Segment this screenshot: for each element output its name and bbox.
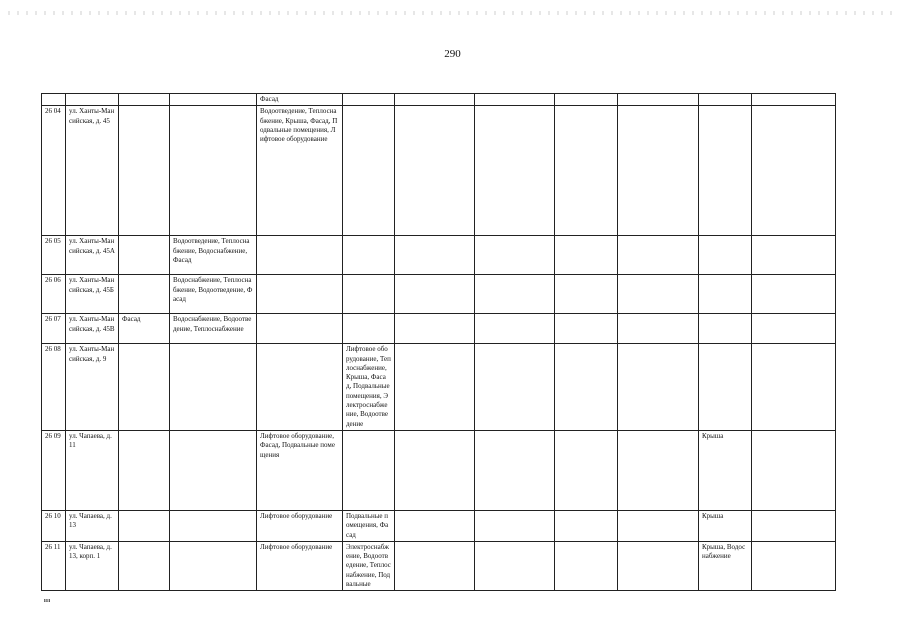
work-cell bbox=[119, 106, 170, 236]
work-cell bbox=[618, 430, 699, 510]
work-cell: Крыша bbox=[699, 430, 752, 510]
work-cell bbox=[119, 510, 170, 541]
address-cell: ул. Чапаева, д. 11 bbox=[66, 430, 119, 510]
work-cell bbox=[618, 314, 699, 344]
repair-schedule-table bbox=[41, 93, 836, 591]
work-cell bbox=[752, 236, 836, 275]
work-cell bbox=[395, 541, 475, 590]
work-cell: Электроснабжение, Водоотведение, Теплоснабжение, Подвальные bbox=[343, 541, 395, 590]
address-cell: ул. Ханты-Мансийская, д. 45 bbox=[66, 106, 119, 236]
work-cell bbox=[343, 430, 395, 510]
table-row bbox=[42, 106, 836, 236]
work-cell bbox=[343, 236, 395, 275]
work-cell bbox=[555, 541, 618, 590]
work-cell bbox=[475, 106, 555, 236]
work-cell: Водоотведение, Теплоснабжение, Крыша, Фасад, Подвальные помещения, Лифтовое оборудование bbox=[257, 106, 343, 236]
work-cell: Лифтовое оборудование, Фасад, Подвальные помещения bbox=[257, 430, 343, 510]
work-cell bbox=[475, 344, 555, 431]
work-cell bbox=[699, 106, 752, 236]
table-row bbox=[42, 236, 836, 275]
work-cell bbox=[395, 510, 475, 541]
row-number-cell: 26 04 bbox=[42, 106, 66, 236]
address-cell: ул. Чапаева, д. 13, корп. 1 bbox=[66, 541, 119, 590]
work-cell bbox=[119, 94, 170, 106]
address-cell: ул. Ханты-Мансийская, д. 45Б bbox=[66, 275, 119, 314]
work-cell bbox=[119, 275, 170, 314]
work-cell bbox=[119, 541, 170, 590]
work-cell bbox=[475, 275, 555, 314]
work-cell: Водоснабжение, Теплоснабжение, Водоотведение, Фасад bbox=[170, 275, 257, 314]
work-cell bbox=[699, 314, 752, 344]
footer-mark: ııı bbox=[44, 598, 51, 604]
work-cell bbox=[618, 236, 699, 275]
work-cell bbox=[618, 344, 699, 431]
work-cell bbox=[343, 94, 395, 106]
work-cell bbox=[395, 236, 475, 275]
work-cell bbox=[752, 344, 836, 431]
work-cell bbox=[170, 541, 257, 590]
table-row bbox=[42, 344, 836, 431]
work-cell bbox=[752, 275, 836, 314]
work-cell bbox=[119, 236, 170, 275]
work-cell: Водоснабжение, Водоотведение, Теплоснабжение bbox=[170, 314, 257, 344]
work-cell bbox=[475, 430, 555, 510]
work-cell bbox=[699, 94, 752, 106]
work-cell: Лифтовое оборудование, Теплоснабжение, Крыша, Фасад, Подвальные помещения, Электроснабжение, Водоотведение bbox=[343, 344, 395, 431]
work-cell bbox=[395, 344, 475, 431]
work-cell bbox=[257, 314, 343, 344]
work-cell bbox=[555, 94, 618, 106]
work-cell bbox=[752, 541, 836, 590]
table-row bbox=[42, 94, 836, 106]
work-cell bbox=[752, 430, 836, 510]
row-number-cell: 26 05 bbox=[42, 236, 66, 275]
work-cell bbox=[618, 275, 699, 314]
work-cell bbox=[699, 344, 752, 431]
work-cell bbox=[475, 236, 555, 275]
address-cell: ул. Ханты-Мансийская, д. 9 bbox=[66, 344, 119, 431]
work-cell bbox=[395, 430, 475, 510]
work-cell bbox=[395, 94, 475, 106]
work-cell bbox=[119, 430, 170, 510]
work-cell bbox=[395, 106, 475, 236]
work-cell: Водоотведение, Теплоснабжение, Водоснабжение, Фасад bbox=[170, 236, 257, 275]
work-cell: Лифтовое оборудование bbox=[257, 510, 343, 541]
work-cell bbox=[170, 430, 257, 510]
work-cell: Крыша, Водоснабжение bbox=[699, 541, 752, 590]
work-cell: Подвальные помещения, Фасад bbox=[343, 510, 395, 541]
table-row bbox=[42, 275, 836, 314]
work-cell bbox=[699, 275, 752, 314]
work-cell bbox=[119, 344, 170, 431]
work-cell bbox=[170, 510, 257, 541]
work-cell bbox=[170, 106, 257, 236]
work-cell bbox=[555, 314, 618, 344]
work-cell bbox=[752, 106, 836, 236]
page-number: 290 bbox=[444, 48, 461, 60]
row-number-cell: 26 06 bbox=[42, 275, 66, 314]
work-cell bbox=[170, 94, 257, 106]
work-cell bbox=[170, 344, 257, 431]
work-cell bbox=[257, 344, 343, 431]
table-row bbox=[42, 510, 836, 541]
work-cell: Лифтовое оборудование bbox=[257, 541, 343, 590]
address-cell: ул. Чапаева, д. 13 bbox=[66, 510, 119, 541]
work-cell bbox=[257, 236, 343, 275]
work-cell bbox=[395, 314, 475, 344]
work-cell bbox=[618, 510, 699, 541]
address-cell bbox=[66, 94, 119, 106]
work-cell bbox=[699, 236, 752, 275]
work-cell bbox=[752, 94, 836, 106]
work-cell: Фасад bbox=[119, 314, 170, 344]
work-cell bbox=[343, 314, 395, 344]
work-cell bbox=[752, 510, 836, 541]
row-number-cell: 26 10 bbox=[42, 510, 66, 541]
work-cell bbox=[555, 275, 618, 314]
work-cell bbox=[618, 94, 699, 106]
work-cell bbox=[618, 541, 699, 590]
work-cell bbox=[395, 275, 475, 314]
work-cell bbox=[618, 106, 699, 236]
work-cell bbox=[555, 236, 618, 275]
work-cell bbox=[555, 106, 618, 236]
address-cell: ул. Ханты-Мансийская, д. 45А bbox=[66, 236, 119, 275]
work-cell bbox=[343, 275, 395, 314]
work-cell bbox=[555, 510, 618, 541]
work-cell bbox=[475, 541, 555, 590]
table-row bbox=[42, 314, 836, 344]
row-number-cell: 26 07 bbox=[42, 314, 66, 344]
work-cell bbox=[257, 275, 343, 314]
row-number-cell: 26 08 bbox=[42, 344, 66, 431]
address-cell: ул. Ханты-Мансийская, д. 45В bbox=[66, 314, 119, 344]
work-cell: Крыша bbox=[699, 510, 752, 541]
work-cell bbox=[475, 314, 555, 344]
table-row bbox=[42, 541, 836, 590]
scan-noise bbox=[8, 11, 898, 15]
row-number-cell: 26 09 bbox=[42, 430, 66, 510]
work-cell bbox=[343, 106, 395, 236]
row-number-cell: 26 11 bbox=[42, 541, 66, 590]
work-cell bbox=[555, 344, 618, 431]
work-cell bbox=[475, 94, 555, 106]
table-row bbox=[42, 430, 836, 510]
work-cell bbox=[555, 430, 618, 510]
row-number-cell bbox=[42, 94, 66, 106]
work-cell: Фасад bbox=[257, 94, 343, 106]
work-cell bbox=[475, 510, 555, 541]
work-cell bbox=[752, 314, 836, 344]
